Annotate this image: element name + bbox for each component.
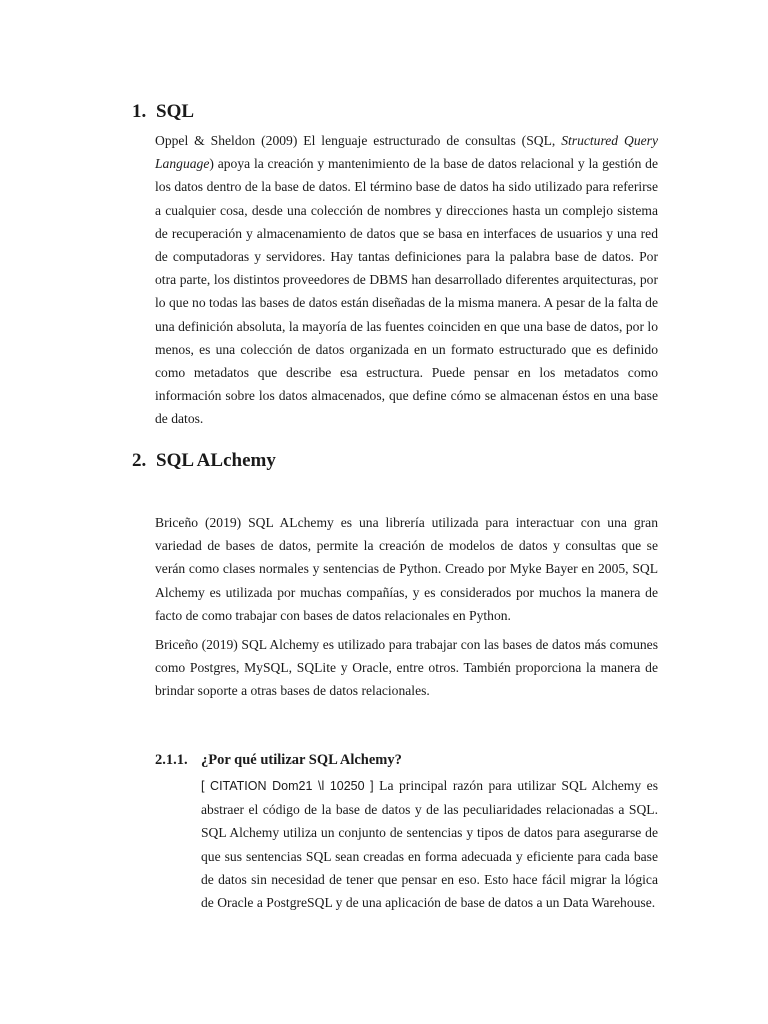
- paragraph-text: La principal razón para utilizar SQL Alchemy es abstraer el código de la base de datos y de las peculiaridades relacionadas a SQL. SQL Alchemy utiliza un conjunto de sentencias y tipos de datos para asegurarse de que sus sentencias SQL sean creadas en forma adecuada y eficiente para cada base de datos sin necesidad de tener que pensar en eso. Esto hace fácil migrar la lógica de Oracle a PostgreSQL y de una aplicación de base de datos a un Data Warehouse.: [201, 778, 658, 911]
- paragraph-text: ) apoya la creación y mantenimiento de la base de datos relacional y la gestión de los datos dentro de la base de datos. El término base de datos ha sido utilizado para referirse a cualquier cosa, desde una colección de nombres y direcciones hasta un complejo sistema de recuperación y almacenamiento de datos que se basa en interfaces de usuarios y una red de computadoras y servidores. Hay tantas definiciones para la palabra base de datos. Por otra parte, los distintos proveedores de DBMS han desarrollado diferentes arquitecturas, por lo que no todas las bases de datos están diseñadas de la misma manera. A pesar de la falta de una definición absoluta, la mayoría de las fuentes coinciden en que una base de datos, por lo menos, es una colección de datos organizada en un formato estructurado que es definido como metadatos que describe esa estructura. Puede pensar en los metadatos como información sobre los datos almacenados, que define cómo se almacenan éstos en una base de datos.: [155, 156, 658, 427]
- heading-title: SQL: [156, 101, 195, 122]
- heading-number: 2.: [132, 450, 147, 471]
- paragraph-why: [201, 774, 658, 914]
- heading-sql-alchemy: [132, 449, 276, 473]
- paragraph-alchemy-2: Briceño (2019) SQL Alchemy es utilizado para trabajar con las bases de datos más comunes como Postgres, MySQL, SQLite y Oracle, entre otros. También proporciona la manera de brindar soporte a otras bases de datos relacionales.: [155, 637, 658, 699]
- heading-why-sql-alchemy: [155, 750, 402, 770]
- heading-sql: [132, 100, 194, 124]
- heading-title: SQL ALchemy: [156, 450, 276, 471]
- paragraph-text: Oppel & Sheldon (2009) El lenguaje estructurado de consultas (SQL,: [155, 133, 562, 148]
- heading-title: ¿Por qué utilizar SQL Alchemy?: [201, 752, 402, 768]
- paragraph-sql: [155, 129, 658, 431]
- paragraph-alchemy-1: Briceño (2019) SQL ALchemy es una librería utilizada para interactuar con una gran variedad de bases de datos, permite la creación de modelos de datos y consultas que se verán como clases normales y sentencias de Python. Creado por Myke Bayer en 2005, SQL Alchemy es utilizada por muchas compañías, y es considerados por muchos la manera de facto de como trabajar con bases de datos relacionales en Python.: [155, 515, 658, 623]
- citation-field: [ CITATION Dom21 \l 10250 ]: [201, 779, 374, 793]
- italic-term: Structured Query Language: [155, 133, 658, 172]
- heading-number: 1.: [132, 101, 147, 122]
- heading-number: 2.1.1.: [155, 752, 188, 768]
